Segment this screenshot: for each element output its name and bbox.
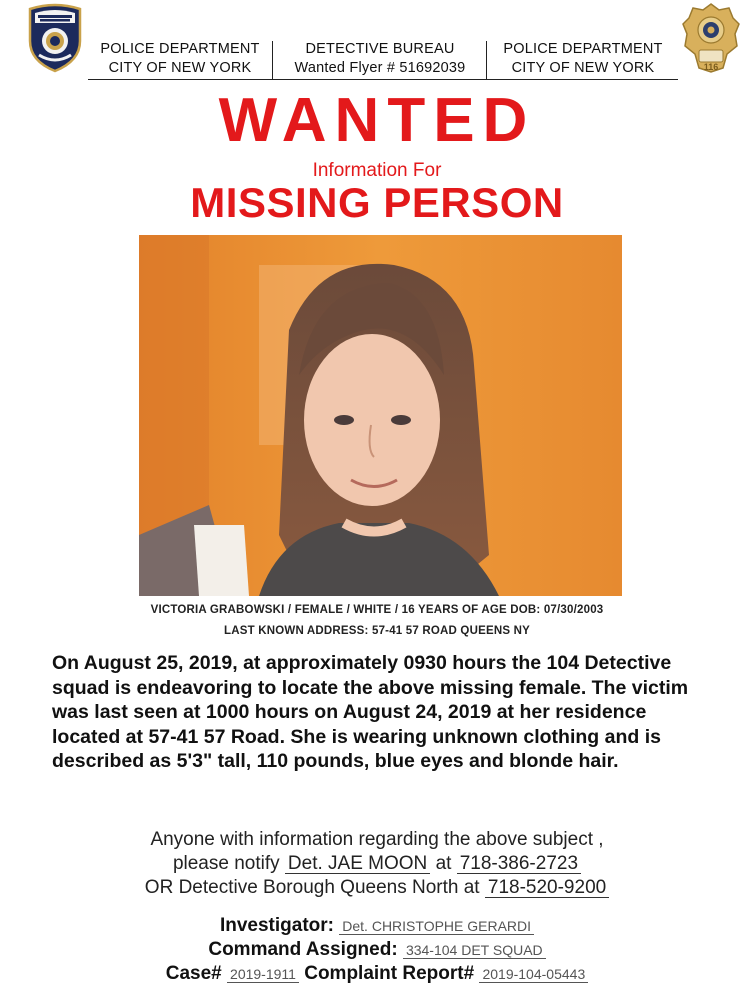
case-line (0, 962, 754, 986)
detective-phone: 718-386-2723 (457, 855, 581, 874)
nypd-patch-logo (26, 3, 84, 73)
header-divider (486, 41, 487, 79)
header-center (276, 40, 484, 78)
description-line: On August 25, 2019, at approximately 0930 hours the 104 Detective (52, 652, 672, 674)
contact-intro: Anyone with information regarding the above subject , (150, 829, 604, 850)
detective-shield-badge (681, 2, 741, 76)
command-label: Command Assigned: (208, 939, 398, 960)
header-center-line2: Wanted Flyer # 51692039 (294, 60, 466, 76)
photo-caption-address: LAST KNOWN ADDRESS: 57-41 57 ROAD QUEENS NY (224, 625, 530, 637)
header-right-line1: POLICE DEPARTMENT (503, 41, 663, 57)
missing-person-title: MISSING PERSON (190, 179, 564, 226)
header-center-line1: DETECTIVE BUREAU (305, 41, 455, 57)
shield-number: 116 (703, 62, 719, 72)
header-left-line2: CITY OF NEW YORK (108, 60, 252, 76)
header-rule (88, 79, 678, 80)
contact-borough-line (0, 876, 754, 900)
command-line (0, 938, 754, 962)
complaint-label: Complaint Report# (304, 963, 475, 984)
header-right (490, 40, 676, 78)
description-line: located at 57-41 57 Road. She is wearing unknown clothing and is (52, 725, 661, 748)
information-for-subtitle: Information For (312, 160, 442, 181)
notify-prefix: please notify (172, 853, 280, 874)
command-value: 334-104 DET SQUAD (403, 943, 546, 959)
complaint-number: 2019-104-05443 (479, 967, 588, 983)
missing-person-photo (139, 235, 622, 596)
header-left (90, 40, 270, 78)
at-word: at (435, 853, 452, 874)
header-left-line1: POLICE DEPARTMENT (100, 41, 260, 57)
case-number: 2019-1911 (227, 967, 299, 983)
borough-prefix: OR Detective Borough Queens North at (144, 877, 480, 898)
case-label: Case# (165, 963, 222, 984)
investigator-line (0, 914, 754, 938)
contact-notify-line (0, 852, 754, 876)
wanted-title: WANTED (218, 86, 536, 155)
borough-phone: 718-520-9200 (485, 879, 609, 898)
incident-description (52, 651, 732, 774)
header-right-line2: CITY OF NEW YORK (511, 60, 655, 76)
description-line: was last seen at 1000 hours on August 24, 2019 at her residence (52, 701, 647, 723)
detective-name: Det. JAE MOON (285, 855, 430, 874)
description-line: squad is endeavoring to locate the above missing female. The victim (52, 676, 689, 699)
description-line: described as 5'3" tall, 110 pounds, blue eyes and blonde hair. (52, 750, 619, 772)
header-divider (272, 41, 273, 79)
investigator-label: Investigator: (219, 915, 334, 936)
photo-caption-identity: VICTORIA GRABOWSKI / FEMALE / WHITE / 16 YEARS OF AGE DOB: 07/30/2003 (150, 604, 604, 616)
investigator-name: Det. CHRISTOPHE GERARDI (339, 919, 534, 935)
